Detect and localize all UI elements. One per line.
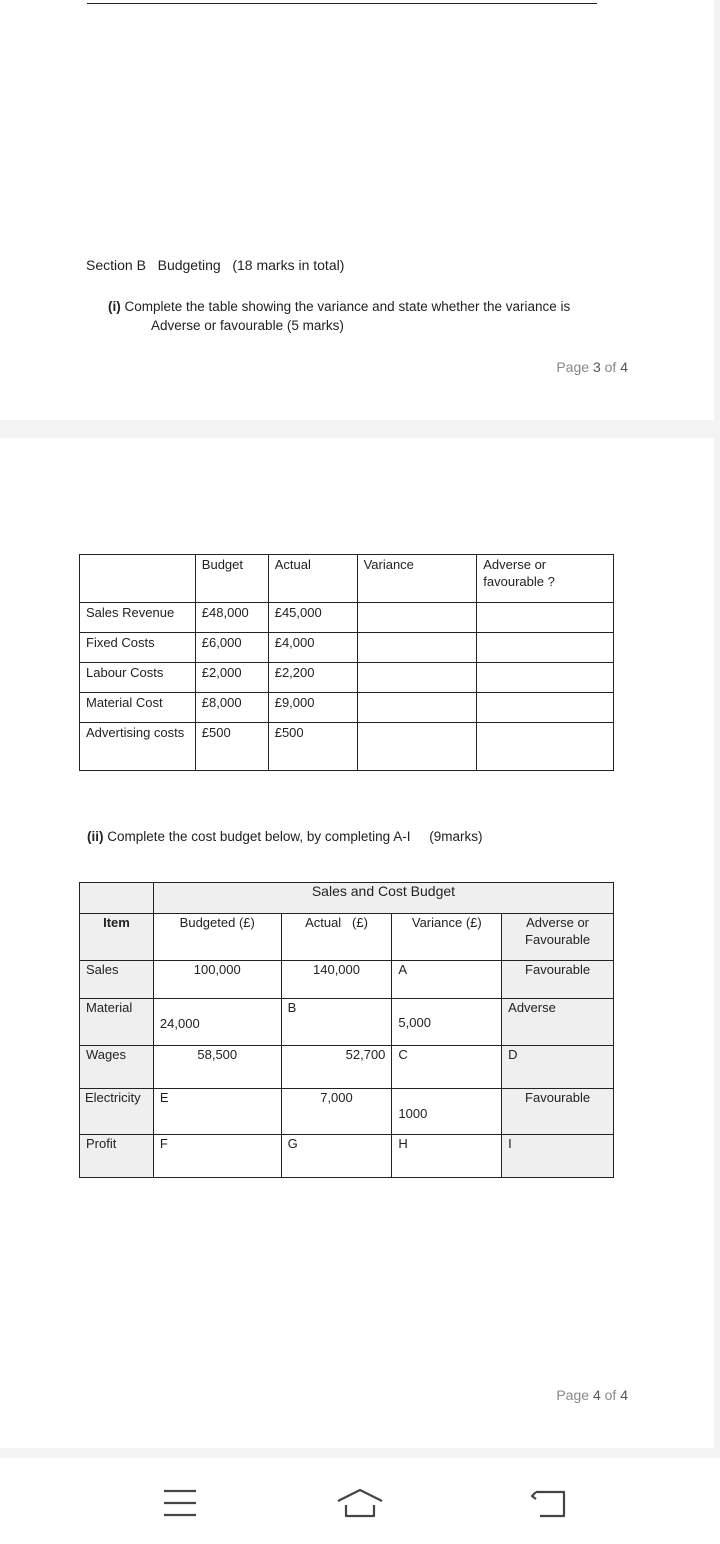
row-label: Profit xyxy=(80,1135,154,1178)
recent-apps-button[interactable] xyxy=(160,1486,200,1520)
variance-cell xyxy=(357,723,477,771)
row-label: Electricity xyxy=(80,1089,154,1135)
home-icon xyxy=(336,1486,384,1520)
table-row xyxy=(80,633,614,663)
page-total: 4 xyxy=(620,1387,628,1403)
variance-cell: C xyxy=(392,1046,502,1089)
table-row xyxy=(80,693,614,723)
variance-cell xyxy=(357,603,477,633)
page-number xyxy=(556,359,628,375)
table-header-cell: Adverse or favourable ? xyxy=(477,555,614,603)
question-2 xyxy=(87,829,482,844)
page-of: of xyxy=(604,1387,617,1403)
navigation-bar xyxy=(0,1458,720,1544)
page-4 xyxy=(0,438,714,1448)
table-row xyxy=(80,961,614,999)
row-label: Material xyxy=(80,999,154,1046)
row-label: Material Cost xyxy=(80,693,196,723)
adverse-cell xyxy=(477,693,614,723)
variance-cell xyxy=(357,633,477,663)
budgeted-cell xyxy=(153,999,281,1046)
adverse-cell xyxy=(477,633,614,663)
table-row xyxy=(80,603,614,633)
variance-value: 5,000 xyxy=(398,1015,431,1030)
actual-cell: £4,000 xyxy=(268,633,357,663)
budgeted-cell: F xyxy=(153,1135,281,1178)
adverse-cell xyxy=(477,663,614,693)
row-label: Advertising costs xyxy=(80,723,196,771)
table-row xyxy=(80,999,614,1046)
adverse-cell: Adverse xyxy=(502,999,614,1046)
adverse-cell: I xyxy=(502,1135,614,1178)
table-header-cell: Budgeted (£) xyxy=(153,914,281,961)
row-label: Fixed Costs xyxy=(80,633,196,663)
adverse-cell xyxy=(477,603,614,633)
variance-table xyxy=(79,554,614,771)
budget-cell: £8,000 xyxy=(195,693,268,723)
question-1 xyxy=(108,297,570,335)
q2-text: Complete the cost budget below, by completing A-I xyxy=(107,829,411,844)
home-button[interactable] xyxy=(336,1486,384,1520)
page-current: 4 xyxy=(592,1387,601,1403)
page-word: Page xyxy=(556,1387,590,1403)
budgeted-cell: E xyxy=(153,1089,281,1135)
back-icon xyxy=(528,1486,568,1520)
actual-cell: £9,000 xyxy=(268,693,357,723)
row-label: Labour Costs xyxy=(80,663,196,693)
variance-cell xyxy=(357,693,477,723)
budgeted-cell: 58,500 xyxy=(153,1046,281,1089)
budgeted-value: 24,000 xyxy=(159,1016,200,1031)
adverse-cell xyxy=(477,723,614,771)
row-label: Sales xyxy=(80,961,154,999)
table-row xyxy=(80,723,614,771)
table-title-row xyxy=(80,883,614,914)
adverse-cell: Favourable xyxy=(502,961,614,999)
q1-line-1: Complete the table showing the variance and state whether the variance is xyxy=(124,299,571,314)
page-number xyxy=(556,1387,628,1403)
page-word: Page xyxy=(556,359,590,375)
actual-cell: 52,700 xyxy=(281,1046,392,1089)
table-header-row xyxy=(80,914,614,961)
actual-cell: 140,000 xyxy=(281,961,392,999)
recent-apps-icon xyxy=(160,1486,200,1520)
page-current: 3 xyxy=(592,359,601,375)
table-corner-cell xyxy=(80,883,154,914)
variance-cell xyxy=(392,999,502,1046)
actual-cell: £500 xyxy=(268,723,357,771)
table-row xyxy=(80,1089,614,1135)
table-header-row xyxy=(80,555,614,603)
adverse-cell: D xyxy=(502,1046,614,1089)
actual-cell: B xyxy=(281,999,392,1046)
actual-cell: 7,000 xyxy=(281,1089,392,1135)
table-row xyxy=(80,1135,614,1178)
table-title: Sales and Cost Budget xyxy=(153,883,613,914)
top-rule xyxy=(87,3,597,4)
row-label: Wages xyxy=(80,1046,154,1089)
table-header-cell: Variance xyxy=(357,555,477,603)
q1-line-2: Adverse or favourable (5 marks) xyxy=(151,318,344,333)
table-row xyxy=(80,1046,614,1089)
table-header-cell: Variance (£) xyxy=(392,914,502,961)
table-row xyxy=(80,663,614,693)
variance-cell: A xyxy=(392,961,502,999)
budget-cell: £500 xyxy=(195,723,268,771)
q2-number: (ii) xyxy=(87,829,104,844)
back-button[interactable] xyxy=(528,1486,568,1520)
table-header-cell xyxy=(80,555,196,603)
variance-cell xyxy=(392,1089,502,1135)
page-3 xyxy=(0,0,714,420)
q1-number: (i) xyxy=(108,299,121,314)
q2-marks: (9marks) xyxy=(429,829,483,844)
page-total: 4 xyxy=(620,359,628,375)
section-label: Section B xyxy=(86,257,146,273)
budgeted-cell: 100,000 xyxy=(153,961,281,999)
section-title xyxy=(86,257,344,273)
cost-budget-table xyxy=(79,882,614,1178)
variance-value: 1000 xyxy=(398,1106,428,1121)
table-header-cell: Actual xyxy=(268,555,357,603)
table-header-cell: Adverse or Favourable xyxy=(502,914,614,961)
budget-cell: £6,000 xyxy=(195,633,268,663)
adverse-cell: Favourable xyxy=(502,1089,614,1135)
table-header-cell: Item xyxy=(80,914,154,961)
table-header-cell: Actual (£) xyxy=(281,914,392,961)
table-header-cell: Budget xyxy=(195,555,268,603)
budget-cell: £2,000 xyxy=(195,663,268,693)
page-of: of xyxy=(604,359,617,375)
actual-cell: £45,000 xyxy=(268,603,357,633)
variance-cell: H xyxy=(392,1135,502,1178)
budget-cell: £48,000 xyxy=(195,603,268,633)
row-label: Sales Revenue xyxy=(80,603,196,633)
actual-cell: £2,200 xyxy=(268,663,357,693)
section-marks: (18 marks in total) xyxy=(232,257,345,273)
actual-cell: G xyxy=(281,1135,392,1178)
variance-cell xyxy=(357,663,477,693)
section-topic: Budgeting xyxy=(157,257,221,273)
